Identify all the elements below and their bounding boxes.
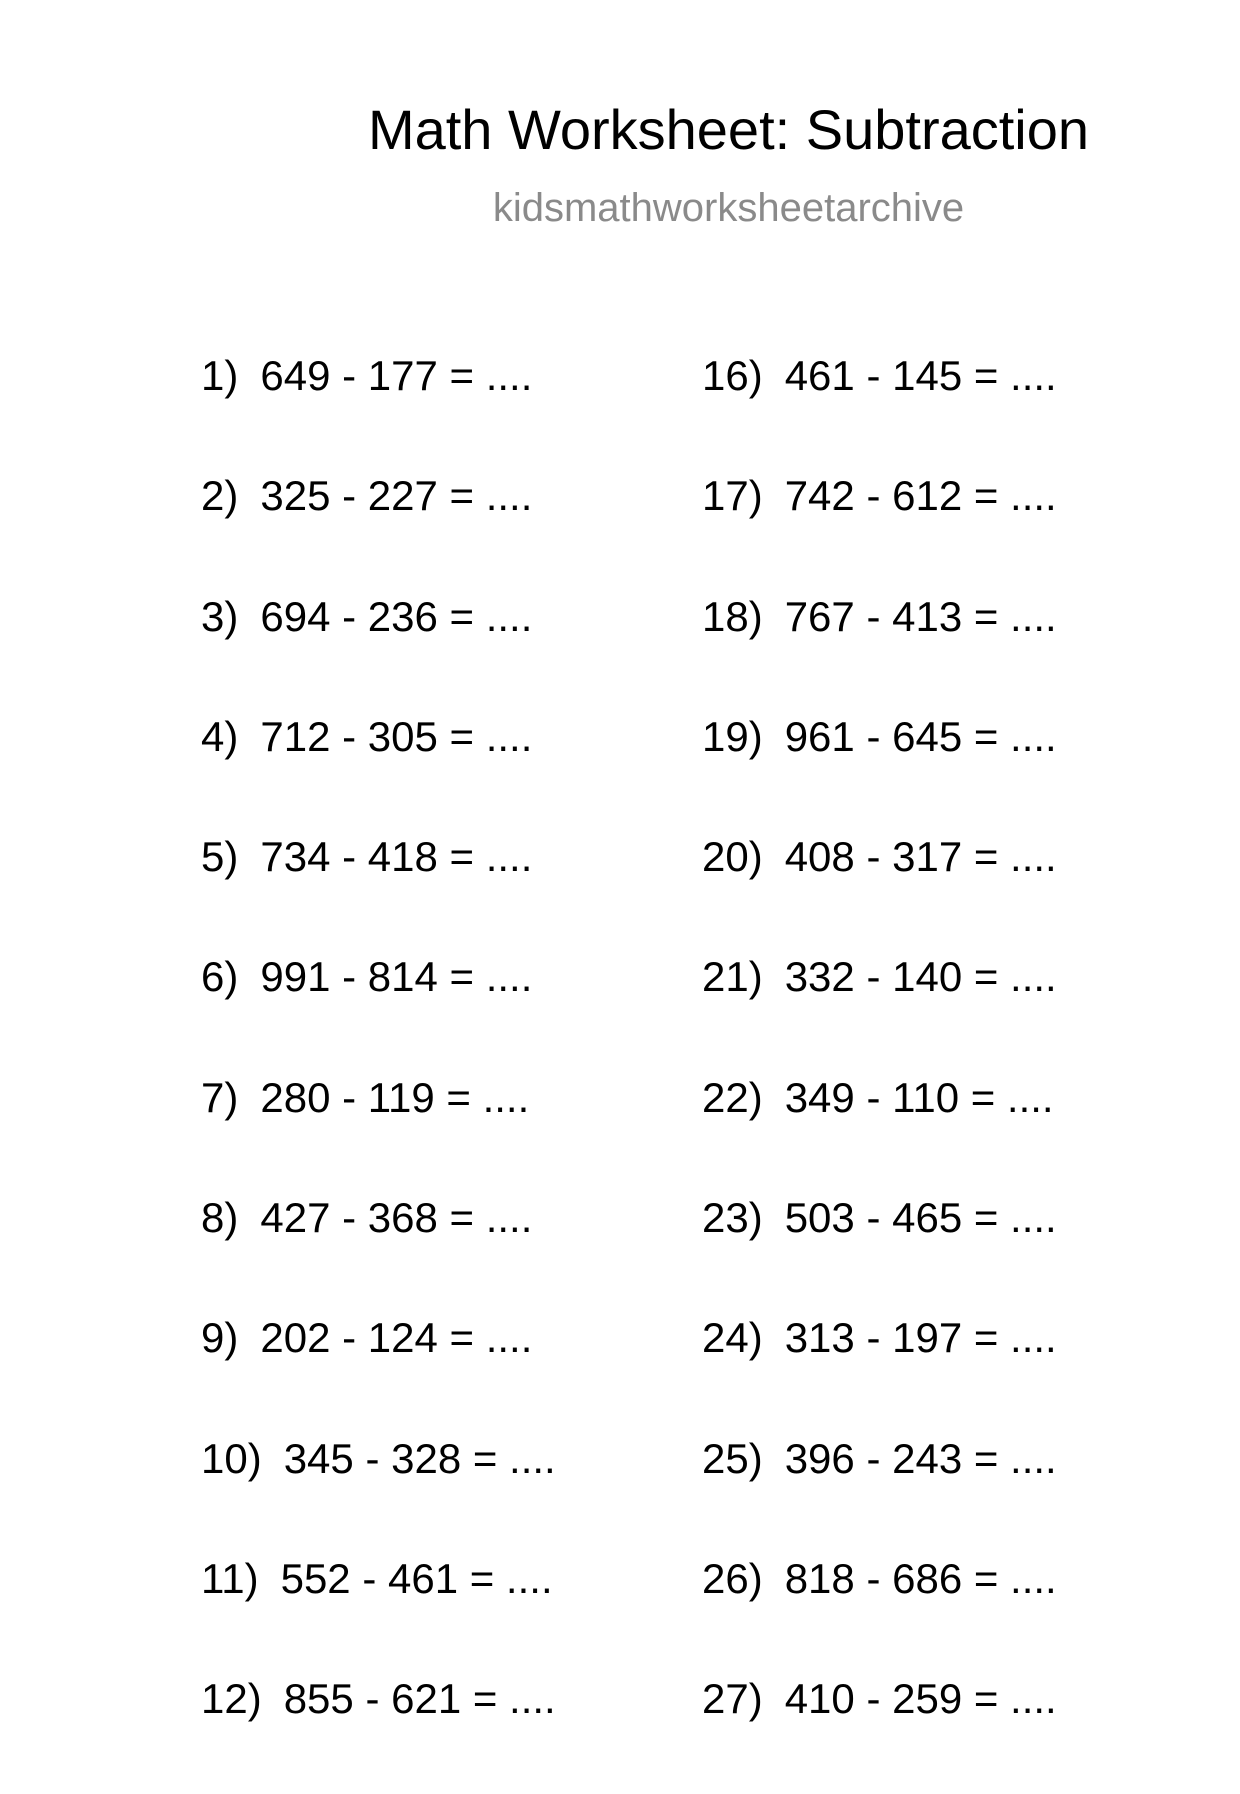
problem-expression: 410 - 259 = ....	[784, 1675, 1057, 1723]
problem-item	[201, 591, 556, 711]
problem-expression: 961 - 645 = ....	[784, 712, 1057, 760]
problem-item	[201, 1433, 556, 1553]
problem-expression: 734 - 418 = ....	[260, 833, 533, 881]
problem-item	[702, 470, 1057, 590]
problem-number: 7)	[201, 1073, 239, 1121]
problem-number: 25)	[702, 1434, 763, 1482]
problem-number: 27)	[702, 1675, 763, 1723]
problem-expression: 991 - 814 = ....	[260, 953, 533, 1001]
page-title: Math Worksheet: Subtraction	[367, 98, 1090, 161]
problem-number: 4)	[201, 712, 239, 760]
problem-number: 24)	[702, 1314, 763, 1362]
problem-item	[201, 350, 556, 470]
problem-expression: 202 - 124 = ....	[260, 1314, 533, 1362]
problem-number: 16)	[702, 352, 763, 399]
problem-number: 12)	[201, 1675, 262, 1723]
problem-item	[702, 1673, 1057, 1793]
problem-item	[201, 1553, 556, 1673]
problem-number: 2)	[201, 472, 239, 520]
problem-number: 22)	[702, 1073, 763, 1121]
problem-number: 3)	[201, 592, 239, 640]
problem-number: 1)	[201, 352, 239, 399]
problem-expression: 325 - 227 = ....	[260, 472, 533, 520]
problem-item	[201, 1192, 556, 1312]
problem-expression: 345 - 328 = ....	[283, 1434, 556, 1482]
page-subtitle: kidsmathworksheetarchive	[492, 186, 965, 230]
problem-number: 11)	[201, 1554, 259, 1602]
problem-expression: 855 - 621 = ....	[283, 1675, 556, 1723]
problem-item	[201, 831, 556, 951]
problem-expression: 332 - 140 = ....	[784, 953, 1057, 1001]
problem-expression: 461 - 145 = ....	[784, 352, 1057, 399]
problem-expression: 427 - 368 = ....	[260, 1194, 533, 1242]
problem-expression: 767 - 413 = ....	[784, 592, 1057, 640]
problem-expression: 349 - 110 = ....	[784, 1073, 1054, 1121]
problem-item	[702, 1553, 1057, 1673]
problem-item	[201, 1673, 556, 1793]
problem-item	[702, 1192, 1057, 1312]
problem-expression: 712 - 305 = ....	[260, 712, 533, 760]
problem-expression: 818 - 686 = ....	[784, 1554, 1057, 1602]
problem-number: 20)	[702, 833, 763, 881]
problem-item	[201, 470, 556, 590]
problem-item	[702, 350, 1057, 470]
problem-number: 8)	[201, 1194, 239, 1242]
problem-expression: 694 - 236 = ....	[260, 592, 533, 640]
problem-number: 18)	[702, 592, 763, 640]
problem-number: 5)	[201, 833, 239, 881]
problem-item	[702, 1312, 1057, 1432]
problem-item	[702, 951, 1057, 1071]
problem-number: 21)	[702, 953, 763, 1001]
problem-expression: 280 - 119 = ....	[260, 1073, 530, 1121]
problem-expression: 742 - 612 = ....	[784, 472, 1057, 520]
problem-number: 23)	[702, 1194, 763, 1242]
problem-item	[702, 1433, 1057, 1553]
problem-item	[201, 1312, 556, 1432]
problem-number: 19)	[702, 712, 763, 760]
problem-expression: 552 - 461 = ....	[280, 1554, 553, 1602]
problem-expression: 408 - 317 = ....	[784, 833, 1057, 881]
problem-number: 10)	[201, 1434, 262, 1482]
problem-number: 9)	[201, 1314, 239, 1362]
problem-number: 26)	[702, 1554, 763, 1602]
problem-expression: 313 - 197 = ....	[784, 1314, 1057, 1362]
problem-expression: 503 - 465 = ....	[784, 1194, 1057, 1242]
problem-expression: 649 - 177 = ....	[260, 352, 533, 399]
problem-expression: 396 - 243 = ....	[784, 1434, 1057, 1482]
problems-column-left	[201, 350, 556, 1794]
problem-item	[702, 831, 1057, 951]
problem-item	[702, 591, 1057, 711]
problem-item	[201, 711, 556, 831]
problem-number: 6)	[201, 953, 239, 1001]
problem-number: 17)	[702, 472, 763, 520]
problem-item	[702, 711, 1057, 831]
problems-column-right	[702, 350, 1057, 1794]
problem-item	[702, 1072, 1057, 1192]
problem-item	[201, 1072, 556, 1192]
problem-item	[201, 951, 556, 1071]
